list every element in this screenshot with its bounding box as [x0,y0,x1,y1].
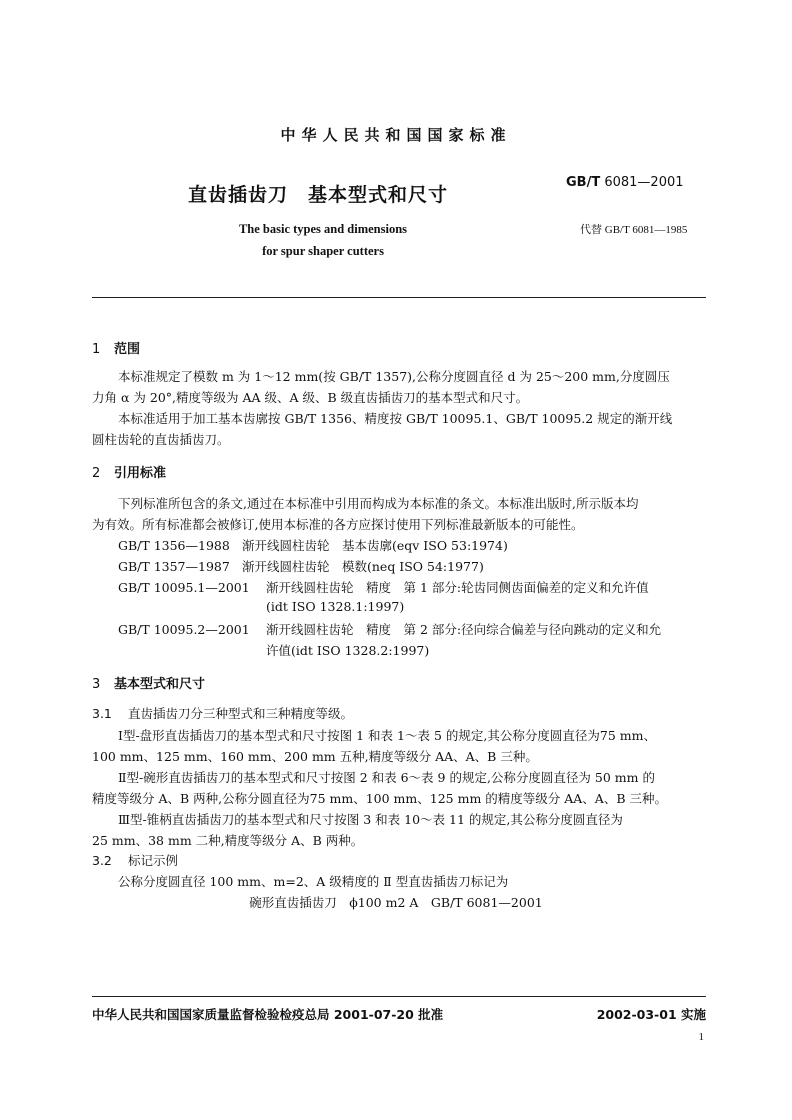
reference-item [118,620,661,638]
reference-title: 渐开线圆柱齿轮 模数(neq ISO 54:1977) [242,559,484,574]
reference-title: 渐开线圆柱齿轮 基本齿廓(eqv ISO 53:1974) [242,538,508,553]
example-intro: 公称分度圆直径 100 mm、m=2、A 级精度的 Ⅱ 型直齿插齿刀标记为 [118,874,509,889]
subsection-3-1-heading [92,704,353,722]
section2-intro-line2: 为有效。所有标准都会被修订,使用本标准的各方应探讨使用下列标准最新版本的可能性。 [92,517,584,532]
section1-para2-line1: 本标准适用于加工基本齿廓按 GB/T 1356、精度按 GB/T 10095.1、GB/T 10095.2 规定的渐开线 [118,411,673,426]
reference-code: GB/T 10095.1—2001 [118,580,250,595]
reference-title: 渐开线圆柱齿轮 精度 第 1 部分:轮齿同侧齿面偏差的定义和允许值 [266,580,649,595]
section1-number: 1 [92,342,101,357]
document-title-cn: 直齿插齿刀 基本型式和尺寸 [188,184,449,206]
header-rule [92,297,706,298]
type-II-line1: Ⅱ型-碗形直齿插齿刀的基本型式和尺寸按图 2 和表 6～表 9 的规定,公称分度圆直径为 50 mm 的 [118,770,655,785]
document-title-en-line2: for spur shaper cutters [262,244,384,258]
section3-heading [92,673,205,692]
section3-title: 基本型式和尺寸 [114,677,206,692]
type-III-line2: 25 mm、38 mm 二种,精度等级分 A、B 两种。 [92,833,364,848]
footer-rule [92,996,706,997]
national-standard-heading: 中华人民共和国国家标准 [280,126,512,144]
reference-title: 渐开线圆柱齿轮 精度 第 2 部分:径向综合偏差与径向跳动的定义和允 [266,622,662,637]
reference-code: GB/T 1357—1987 [118,559,230,574]
implementation-date: 2002-03-01 实施 [596,1007,706,1022]
reference-title-continued: 许值(idt ISO 1328.2:1997) [266,643,430,658]
approval-date: 中华人民共和国国家质量监督检验检疫总局 2001-07-20 批准 [92,1007,444,1022]
standard-number [566,175,684,190]
section2-number: 2 [92,466,101,481]
section1-title: 范围 [114,342,141,357]
subsection-3-2-number: 3.2 [92,853,112,868]
subsection-3-2-heading [92,851,178,869]
subsection-3-2-title: 标记示例 [128,853,179,868]
type-I-line2: 100 mm、125 mm、160 mm、200 mm 五种,精度等级分 AA、A、B 三种。 [92,749,538,764]
subsection-3-1-number: 3.1 [92,706,112,721]
replaces-standard: 代替 GB/T 6081—1985 [580,224,688,236]
document-title-en-line1: The basic types and dimensions [238,222,408,236]
section2-title: 引用标准 [114,466,167,481]
section3-number: 3 [92,677,101,692]
reference-code: GB/T 1356—1988 [118,538,230,553]
reference-title-continued: (idt ISO 1328.1:1997) [266,599,405,614]
section2-heading [92,462,166,481]
reference-item [118,557,484,575]
type-I-line1: Ⅰ型-盘形直齿插齿刀的基本型式和尺寸按图 1 和表 1～表 5 的规定,其公称分度圆直径为75 mm、 [118,728,656,743]
section1-para1-line2: 力角 α 为 20°,精度等级为 AA 级、A 级、B 级直齿插齿刀的基本型式和尺寸。 [92,390,529,405]
example-marking: 碗形直齿插齿刀 ϕ100 m2 A GB/T 6081—2001 [249,895,543,910]
section1-heading [92,338,140,357]
type-III-line1: Ⅲ型-锥柄直齿插齿刀的基本型式和尺寸按图 3 和表 10～表 11 的规定,其公称分度圆直径为 [118,812,623,827]
section1-para2-line2: 圆柱齿轮的直齿插齿刀。 [92,432,230,447]
standard-prefix: GB/T [566,175,601,190]
page-number: 1 [698,1031,704,1043]
reference-item [118,578,649,596]
reference-item [118,536,508,554]
section1-para1-line1: 本标准规定了模数 m 为 1～12 mm(按 GB/T 1357),公称分度圆直径 d 为 25～200 mm,分度圆压 [118,369,670,384]
subsection-3-1-title: 直齿插齿刀分三种型式和三种精度等级。 [128,706,354,721]
section2-intro-line1: 下列标准所包含的条文,通过在本标准中引用而构成为本标准的条文。本标准出版时,所示版本均 [118,496,639,511]
standard-code: 6081—2001 [600,175,684,190]
type-II-line2: 精度等级分 A、B 两种,公称分圆直径为75 mm、100 mm、125 mm 的精度等级分 AA、A、B 三种。 [92,791,667,806]
reference-code: GB/T 10095.2—2001 [118,622,250,637]
